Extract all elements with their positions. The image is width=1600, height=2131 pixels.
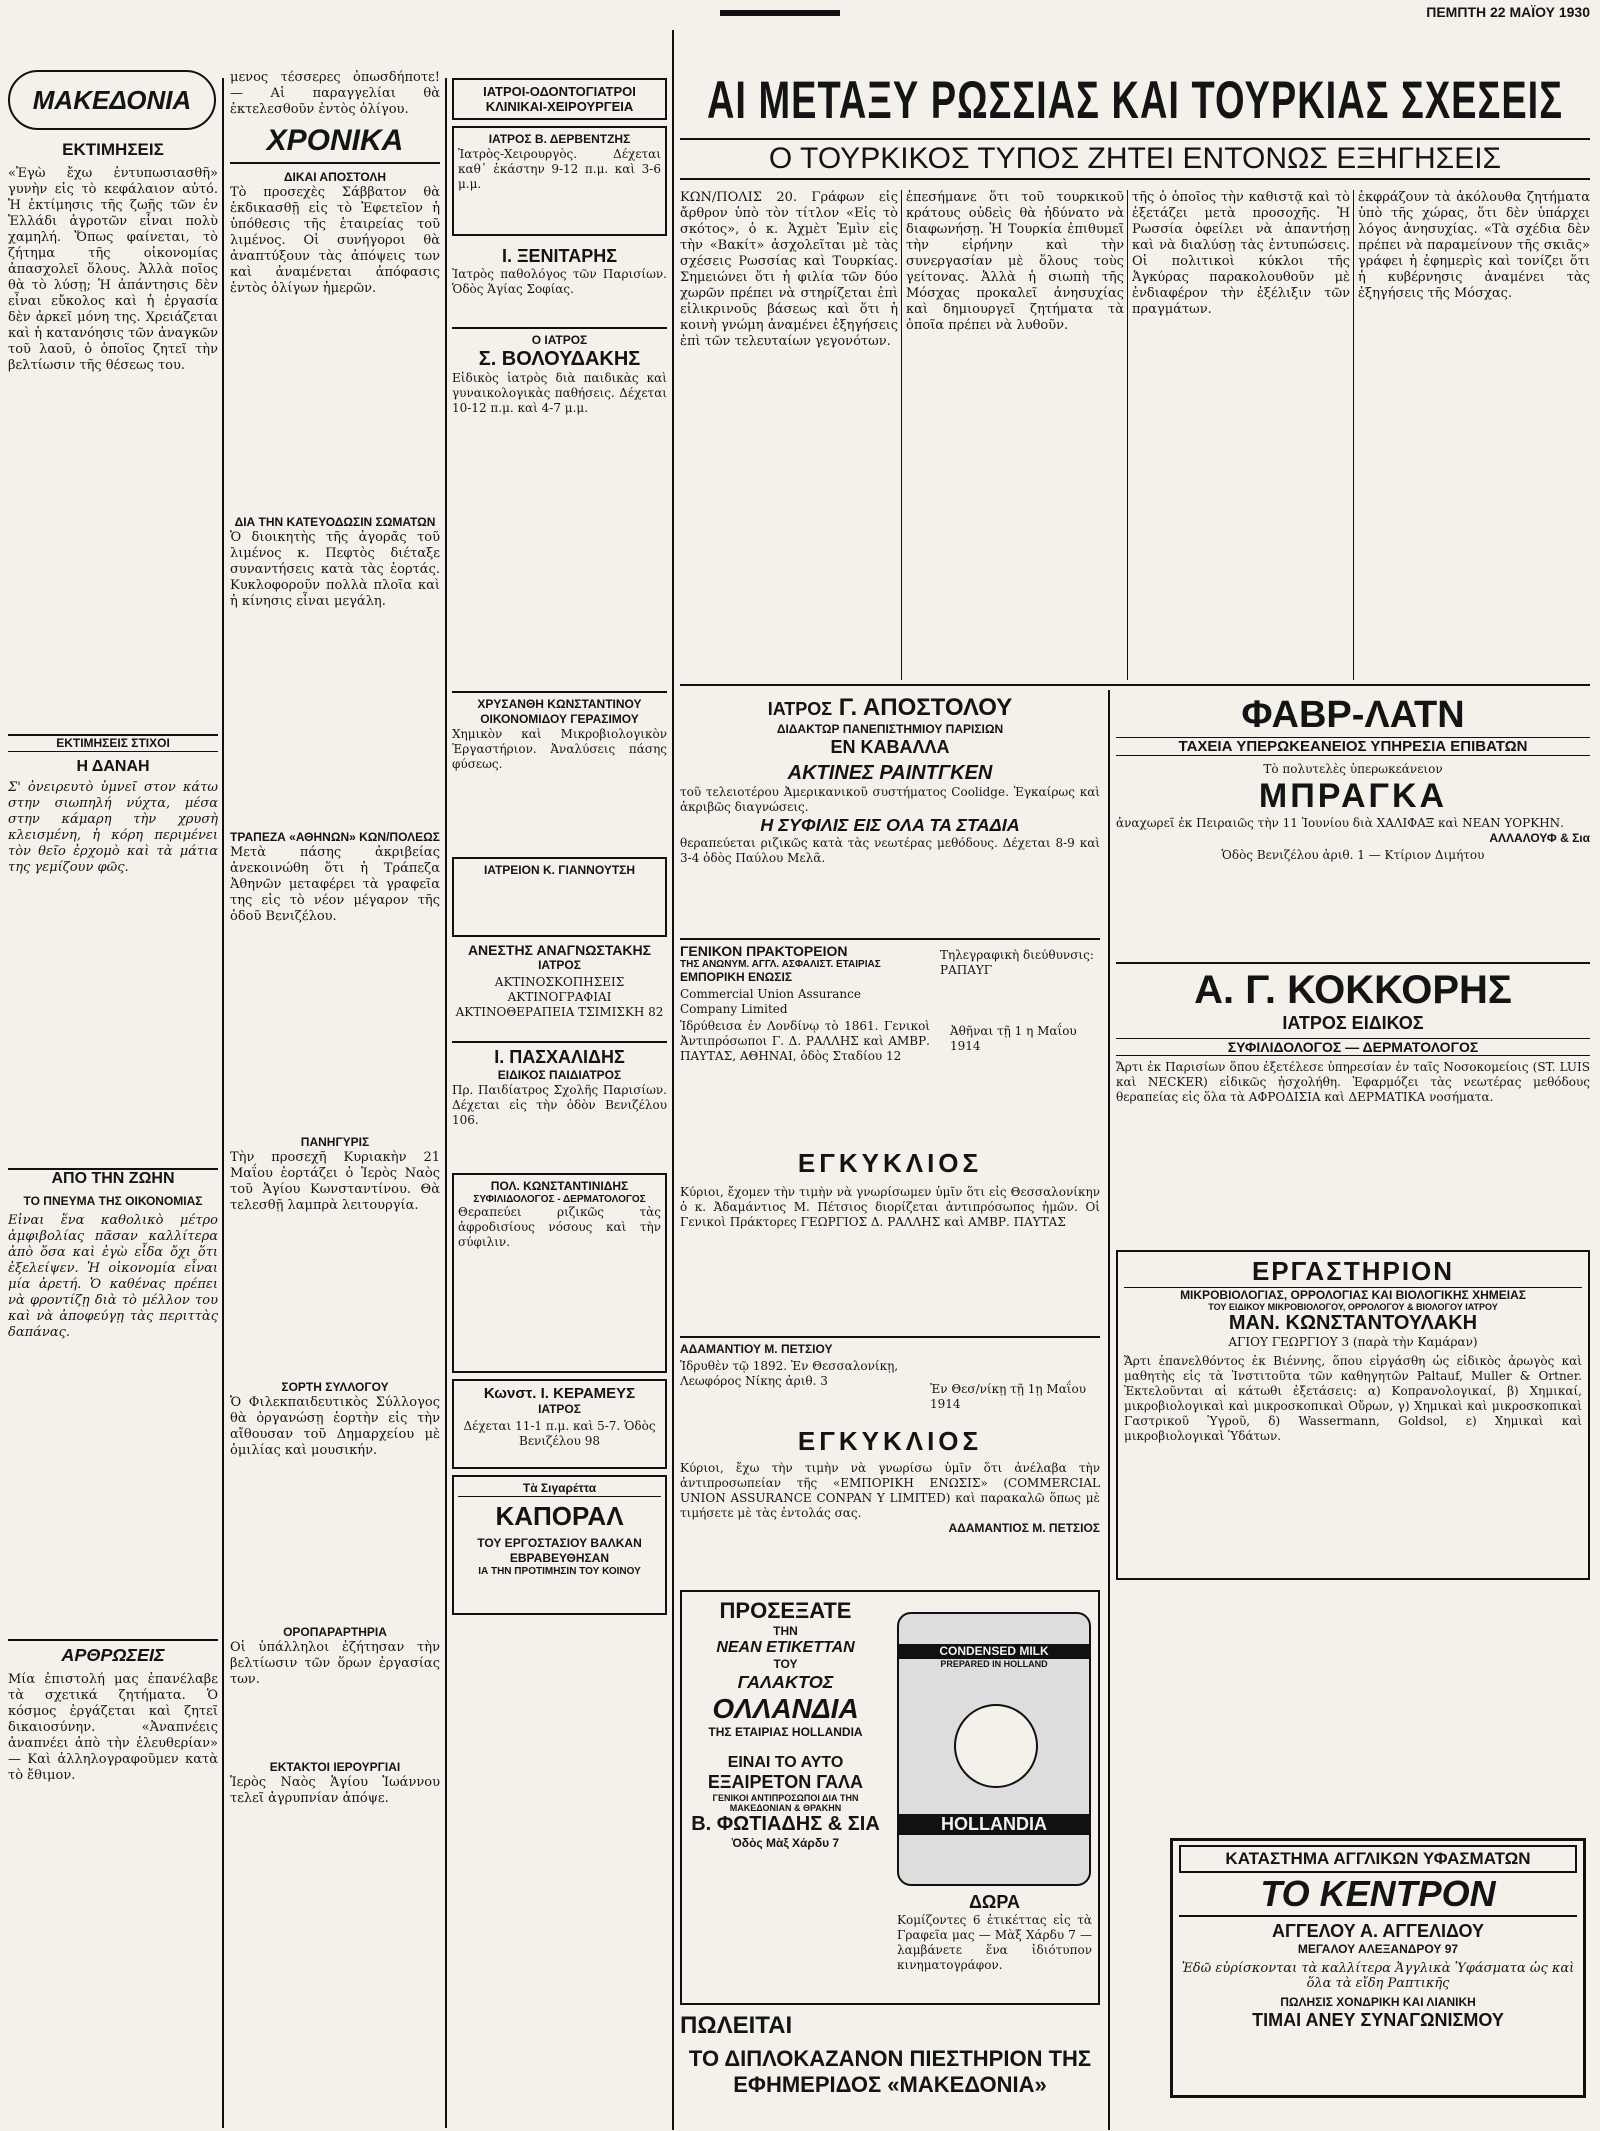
ad-anagnostakis-sub: ΙΑΤΡΟΣ	[538, 958, 581, 972]
main-col-a-text: ΚΩΝ/ΠΟΛΙΣ 20. Γράφων εἰς ἄρθρον ὑπὸ τὸν τίτλον «Εἰς τὸ σκότος», ὁ κ. Ἀχμὲτ Ἐμὶν εἰς τὴν «Βακίτ» ἀσχολεῖται μὲ τὰς σχέσεις Ρωσσίας καὶ Τουρκίας. Σημειώνει ὅτι ἡ φιλία τῶν δύο χωρῶν πρέπει νὰ στηρίζεται ἐπὶ εἰλικρινοῦς βάσεως καὶ ὅτι ἡ κοινὴ γνώμη ἀναμένει ἐξηγήσεις ἐπὶ τῶν τελευταίων γεγονότων.	[680, 190, 898, 349]
shop-line: ΠΩΛΗΣΙΣ ΧΟΝΔΡΙΚΗ ΚΑΙ ΛΙΑΝΙΚΗ	[1280, 1995, 1476, 2009]
favre-ship: ΜΠΡΑΓΚΑ	[1258, 777, 1448, 815]
main-col-rule-2	[1127, 190, 1128, 680]
favre-text1: Τὸ πολυτελὲς ὑπερωκεάνειον	[1263, 762, 1443, 776]
main-col-c-text: τῆς ὁ ὁποῖος τὴν καθιστᾷ καὶ τὸ ἐξετάζει μετὰ προσοχῆς. Ἡ Ρωσσία ὀφείλει νὰ ἀπαντήσῃ καὶ νὰ διαλύσῃ τὰς ἐντυπώσεις. Οἱ πολιτικοὶ κύκλοι τῆς Ἀγκύρας παρακολουθοῦν μὲ ἐνδιαφέρον τὴν ἐξέλιξιν τῶν πραγμάτων.	[1132, 190, 1350, 317]
ad-caporal-sub2: ΕΒΡΑΒΕΥΘΗΣΑΝ	[509, 1551, 610, 1565]
ad-agency-title: ΓΕΝΙΚΟΝ ΠΡΑΚΤΟΡΕΙΟΝ	[680, 944, 848, 959]
ad-agency-name: ΕΜΠΟΡΙΚΗ ΕΝΩΣΙΣ	[680, 970, 793, 984]
ad-agency-sub: ΤΗΣ ΑΝΩΝΥΜ. ΑΓΓΛ. ΑΣΦΑΛΙΣΤ. ΕΤΑΙΡΙΑΣ	[680, 959, 881, 970]
milk-11: Β. ΦΩΤΙΑΔΗΣ & ΣΙΑ	[691, 1813, 880, 1835]
col1-article-3: Μία ἐπιστολή μας ἐπανέλαβε τὰ σχετικά ζητήματα. Ὁ κόσμος ἐργάζεται καὶ ζητεῖ δικαιοσύνην. «Ἀναπνέεις ἀναπνέει ἀπὸ τὴν ἐλευθερίαν» — Καὶ ἀλληλογραφοῦμεν κατὰ τὸ ἔθιμον.	[8, 1672, 218, 1783]
ad-kerameus-text: Δέχεται 11-1 π.μ. καὶ 5-7. Ὁδὸς Βενιζέλου 98	[463, 1419, 656, 1448]
ad-caporal-top: Τὰ Σιγαρέττα	[458, 1481, 661, 1497]
milk-3: ΝΕΑΝ ΕΤΙΚΕΤΤΑΝ	[716, 1639, 855, 1656]
favre-agent: ΑΛΛΑΛΟΥΦ & Σια	[1489, 831, 1590, 845]
ad-hollandia-gifts	[897, 1892, 1092, 1973]
col2-s4: Τὴν προσεχῆ Κυριακὴν 21 Μαΐου ἑορτάζει ὁ Ἱερὸς Ναὸς τοῦ Ἁγίου Κωνσταντίνου. Θὰ τελεσθῇ λαμπρὰ λειτουργία.	[230, 1150, 440, 1213]
right-rule-1	[1116, 962, 1590, 964]
col2-s6-head: ΟΡΟΠΑΡΑΡΤΗΡΙΑ	[283, 1625, 387, 1639]
milk-2: ΤΗΝ	[773, 1624, 798, 1638]
ad-konstantinidis-text: Θεραπεύει ριζικῶς τὰς ἀφροδισίους νόσους καὶ τὴν σύφιλιν.	[458, 1205, 661, 1249]
milk-can-mid: PREPARED IN HOLLAND	[940, 1659, 1048, 1669]
milk-10: ΓΕΝΙΚΟΙ ΑΝΤΙΠΡΟΣΩΠΟΙ ΔΙΑ ΤΗΝ ΜΑΚΕΔΟΝΙΑΝ & ΘΡΑΚΗΝ	[712, 1793, 859, 1813]
favre-sub: ΤΑΧΕΙΑ ΥΠΕΡΩΚΕΑΝΕΙΟΣ ΥΠΗΡΕΣΙΑ ΕΠΙΒΑΤΩΝ	[1116, 737, 1590, 756]
milk-6: ΟΛΛΑΝΔΙΑ	[712, 1693, 859, 1724]
masthead	[8, 70, 216, 130]
ad-apostolou-city: ΕΝ ΚΑΒΑΛΛΑ	[830, 737, 950, 757]
shop-name: ΤΟ ΚΕΝΤΡΟΝ	[1179, 1873, 1577, 1917]
main-col-b	[906, 190, 1124, 680]
col2-s3: Μετὰ πάσης ἀκριβείας ἀνεκοινώθη ὅτι ἡ Τράπεζα Ἀθηνῶν μεταφέρει τὰ γραφεῖα της εἰς τὸ νέον μέγαρον τῆς ὁδοῦ Βενιζέλου.	[230, 845, 440, 924]
favre-text2: ἀναχωρεῖ ἐκ Πειραιῶς τὴν 11 Ἰουνίου διὰ ΧΑΛΙΦΑΞ καὶ ΝΕΑΝ ΥΟΡΚΗΝ.	[1116, 816, 1564, 830]
col1-poem-header: ΕΚΤΙΜΗΣΕΙΣ ΣΤΙΧΟΙ	[8, 734, 218, 752]
kokkoris-name: Α. Γ. ΚΟΚΚΟΡΗΣ	[1194, 968, 1512, 1012]
ad-dervenztis	[452, 126, 667, 236]
lab-sub: ΜΙΚΡΟΒΙΟΛΟΓΙΑΣ, ΟΡΡΟΛΟΓΙΑΣ ΚΑΙ ΒΙΟΛΟΓΙΚΗΣ ΧΗΜΕΙΑΣ	[1180, 1288, 1526, 1302]
kokkoris-spec: ΣΥΦΙΛΙΔΟΛΟΓΟΣ — ΔΕΡΜΑΤΟΛΟΓΟΣ	[1116, 1038, 1590, 1056]
ad-circular-2	[680, 1426, 1100, 1586]
rule-4	[1108, 690, 1110, 2130]
shop-text: Ἐδῶ εὑρίσκονται τὰ καλλίτερα Ἀγγλικὰ Ὑφάσματα ὡς καὶ ὅλα τὰ εἴδη Ραπτικῆς	[1181, 1961, 1575, 1991]
lab-addr: ΑΓΙΟΥ ΓΕΩΡΓΙΟΥ 3 (παρὰ τὴν Καμάραν)	[1228, 1335, 1478, 1349]
shop-title: ΚΑΤΑΣΤΗΜΑ ΑΓΓΛΙΚΩΝ ΥΦΑΣΜΑΤΩΝ	[1179, 1845, 1577, 1873]
ad-voloudakis-text: Εἰδικὸς ἰατρὸς διὰ παιδικὰς καὶ γυναικολογικὰς παθήσεις. Δέχεται 10-12 π.μ. καὶ 4-7 μ.μ.	[452, 371, 667, 415]
top-strip-bar	[720, 10, 840, 16]
ad-apostolou-pre: ΙΑΤΡΟΣ	[767, 699, 833, 719]
ad-kerameus-sub: ΙΑΤΡΟΣ	[538, 1402, 581, 1416]
ad-chrysanthi-sub: ΟΙΚΟΝΟΜΙΔΟΥ ΓΕΡΑΣΙΜΟΥ	[480, 712, 639, 726]
milk-7: ΤΗΣ ΕΤΑΙΡΙΑΣ HOLLANDIA	[708, 1725, 863, 1739]
shop-addr: ΜΕΓΑΛΟΥ ΑΛΕΞΑΝΔΡΟΥ 97	[1297, 1942, 1459, 1956]
ad-circular-1-title: ΕΓΚΥΚΛΙΟΣ	[797, 1148, 983, 1178]
lab-name: ΜΑΝ. ΚΩΝΣΤΑΝΤΟΥΛΑΚΗ	[1228, 1312, 1478, 1334]
col1-article-1: «Ἐγὼ ἔχω ἐντυπωσιασθῆ» γυνὴν εἰς τὸ κεφάλαιον αὐτό. Ἡ ἐκτίμησις τῆς ζωῆς τῶν ἐν Ἑλλάδι ἀγροτῶν εἶναι πολὺ χαμηλή. Ὅπως φαίνεται, τὸ ζήτημα τῆς οἰκονομίας ἀπασχολεῖ ὅλους. Ἀλλὰ ποῖος θὰ τὸ λύσῃ; Ἡ ἀπάντησις δὲν εἶναι εὔκολος καὶ ἡ ἐργασία δὲν ἀρκεῖ μόνη της. Χρειάζεται καὶ ἡ κατανόησις τῶν ἀναγκῶν τοῦ λαοῦ, ὁ ὁποῖος ζητεῖ τὴν βελτίωσιν τῆς θέσεως του.	[8, 166, 218, 373]
col2-s5: Ὁ Φιλεκπαιδευτικὸς Σύλλογος θὰ ὀργανώσῃ ἑορτὴν εἰς τὴν αἴθουσαν τοῦ Δημαρχείου μὲ ὁμιλίας καὶ μουσικήν.	[230, 1395, 440, 1458]
ad-apostolou-title-line	[680, 694, 1100, 722]
milk-can-brand: HOLLANDIA	[899, 1814, 1089, 1835]
gifts-title: ΔΩΡΑ	[968, 1892, 1021, 1912]
milk-5: ΓΑΛΑΚΤΟΣ	[737, 1672, 834, 1692]
col1-section-2-title: ΑΠΟ ΤΗΝ ΖΩΗΝ	[8, 1168, 218, 1188]
col2-s7-head: ΕΚΤΑΚΤΟΙ ΙΕΡΟΥΡΓΙΑΙ	[269, 1760, 401, 1774]
ad-xenitaris-name: Ι. ΞΕΝΙΤΑΡΗΣ	[501, 246, 618, 266]
col1-article-2: Εἶναι ἕνα καθολικὸ μέτρο ἀμφιβολίας πᾶσαν καλλίτερα ἀπὸ ὅσα καὶ ἐγὼ εἶδα ὄχι ὅτι ἐξελείψεν. Ἡ οἰκονομία εἶναι μία ἀρετή. Ὁ καθένας πρέπει νὰ φροντίζῃ διὰ τὸ μέλλον του καὶ νὰ ἀποφεύγῃ τὰς περιττὰς δαπάνας.	[8, 1213, 218, 1340]
ad-konstantinidis-name: ΠΟΛ. ΚΩΝΣΤΑΝΤΙΝΙΔΗΣ	[490, 1179, 629, 1193]
main-col-a	[680, 190, 898, 680]
rule-3	[672, 30, 674, 2130]
ad-circular-2-title: ΕΓΚΥΚΛΙΟΣ	[797, 1426, 983, 1456]
ad-caporal-name: ΚΑΠΟΡΑΛ	[495, 1501, 624, 1531]
ad-circular-2-text: Κύριοι, ἔχω τὴν τιμὴν νὰ γνωρίσω ὑμῖν ὅτι ἀνέλαβα τὴν ἀντιπροσωπείαν τῆς «ΕΜΠΟΡΙΚΗ ΕΝΩΣΙΣ» (COMMERCIAL UNION ASSURANCE CONPAN Y LIMITED) καὶ παρακαλῶ ὅπως μὲ τιμήσετε μὲ τὰς ἐντολάς σας.	[680, 1461, 1100, 1520]
ad-apostolou-name: Γ. ΑΠΟΣΤΟΛΟΥ	[838, 694, 1013, 721]
ad-anagnostakis-name: ΑΝΕΣΤΗΣ ΑΝΑΓΝΩΣΤΑΚΗΣ	[467, 942, 652, 958]
ad-petsios	[680, 1342, 1100, 1422]
ad-konstantinidis	[452, 1173, 667, 1373]
ad-kerameus-name: Κωνστ. Ι. ΚΕΡΑΜΕΥΣ	[483, 1385, 636, 1402]
column-3	[452, 78, 667, 2128]
ad-dervenztis-text: Ἰατρὸς-Χειρουργὸς. Δέχεται καθ᾽ ἑκάστην 9-12 π.μ. καὶ 3-6 μ.μ.	[458, 147, 661, 191]
col2-s1: Τὸ προσεχὲς Σάββατον θὰ ἐκδικασθῇ εἰς τὸ Ἐφετεῖον ἡ ὑπόθεσις τῆς ἑταιρείας τοῦ λιμένος. Οἱ συνήγοροι θὰ ἀναπτύξουν τὰς ἀπόψεις των καὶ ἀναμένεται ἀπόφασις ἐντὸς ὀλίγων ἡμερῶν.	[230, 185, 440, 296]
col2-s2-head: ΔΙΑ ΤΗΝ ΚΑΤΕΥΟΔΩΣΙΝ ΣΩΜΑΤΩΝ	[234, 515, 436, 529]
col2-title: ΧΡΟΝΙΚΑ	[230, 124, 440, 164]
milk-12: Ὁδὸς Μὰξ Χάρδυ 7	[731, 1836, 840, 1850]
rule-1	[222, 78, 224, 2128]
ad-petsios-title: ΑΔΑΜΑΝΤΙΟΥ Μ. ΠΕΤΣΙΟΥ	[680, 1342, 833, 1356]
ad-apostolou-line2: Η ΣΥΦΙΛΙΣ ΕΙΣ ΟΛΑ ΤΑ ΣΤΑΔΙΑ	[760, 815, 1020, 835]
ad-paschalidis-name: Ι. ΠΑΣΧΑΛΙΔΗΣ	[452, 1041, 667, 1068]
ad-agency	[680, 944, 1100, 1144]
ad-anagnostakis-text: ΑΚΤΙΝΟΣΚΟΠΗΣΕΙΣ ΑΚΤΙΝΟΓΡΑΦΙΑΙ ΑΚΤΙΝΟΘΕΡΑΠΕΙΑ ΤΣΙΜΙΣΚΗ 82	[455, 975, 664, 1019]
col1-section-2-sub: ΤΟ ΠΝΕΥΜΑ ΤΗΣ ΟΙΚΟΝΟΜΙΑΣ	[23, 1194, 203, 1208]
ad-caporal	[452, 1475, 667, 1615]
ad-agency-text: Ἱδρύθεισα ἐν Λονδίνῳ τὸ 1861. Γενικοὶ Ἀντιπρόσωποι Γ. Δ. ΡΑΛΛΗΣ καὶ ΑΜΒΡ. ΠΑΥΤΑΣ, ΑΘΗΝΑΙ, ὁδὸς Σταδίου 12	[680, 1019, 930, 1063]
col2-s4-head: ΠΑΝΗΓΥΡΙΣ	[300, 1135, 370, 1149]
ad-konstantinidis-sub: ΣΥΦΙΛΙΔΟΛΟΓΟΣ - ΔΕΡΜΑΤΟΛΟΓΟΣ	[473, 1194, 646, 1205]
milk-9: ΕΞΑΙΡΕΤΟΝ ΓΑΛΑ	[707, 1772, 864, 1792]
ad-voloudakis-pre: Ο ΙΑΤΡΟΣ	[452, 327, 667, 348]
col2-s1-head: ΔΙΚΑΙ ΑΠΟΣΤΟΛΗ	[283, 170, 387, 184]
milk-8: ΕΙΝΑΙ ΤΟ ΑΥΤΟ	[727, 1754, 844, 1771]
column-1	[8, 70, 218, 2130]
rule-2	[445, 78, 447, 2128]
col1-section-title: ΕΚΤΙΜΗΣΕΙΣ	[62, 140, 164, 159]
col2-s6: Οἱ ὑπάλληλοι ἐζήτησαν τὴν βελτίωσιν τῶν ὅρων ἐργασίας των.	[230, 1640, 440, 1687]
ad-hollandia	[680, 1590, 1100, 2005]
ad-petsios-text: Ἱδρυθὲν τῷ 1892. Ἐν Θεσσαλονίκῃ, Λεωφόρος Νίκης ἀριθ. 3	[680, 1359, 899, 1388]
ad-kokkoris	[1116, 968, 1590, 1246]
col1-section-3-title: ΑΡΘΡΩΣΕΙΣ	[8, 1639, 218, 1666]
shop-line2: ΤΙΜΑΙ ΑΝΕΥ ΣΥΝΑΓΩΝΙΣΜΟΥ	[1252, 2010, 1504, 2030]
ad-agency-en: Commercial Union Assurance Company Limited	[680, 987, 861, 1016]
main-col-b-text: ἐπεσήμανε ὅτι τοῦ τουρκικοῦ κράτους οὐδεὶς θὰ ἠδύνατο νὰ διαφωνήσῃ. Ἡ Τουρκία ἐπιθυμεῖ τὴν εἰρήνην καὶ τὴν συνεργασίαν μὲ ὅλους τοὺς γείτονας. Ἀλλὰ ἡ σιωπὴ τῆς Μόσχας προκαλεῖ ἀνησυχίας καὶ δημιουργεῖ ζητήματα τὰ ὁποῖα πρέπει νὰ λυθοῦν.	[906, 190, 1124, 333]
column-2	[230, 70, 440, 2130]
main-bottom-rule	[680, 684, 1590, 686]
main-col-d-text: ἐκφράζουν τὰ ἀκόλουθα ζητήματα ὑπὸ τῆς χώρας, ὅτι δὲν ὑπάρχει λόγος ἀνησυχίας. «Τὰ σχέδια δὲν πρέπει νὰ παραμείνουν τῆς σκιᾶς» γράφει ἡ ἐφημερὶς καὶ τονίζει ὅτι ἡ κυβέρνησις ἀναμένει τὰς ἐξηγήσεις τῆς Μόσχας.	[1358, 190, 1590, 301]
ad-agency-date: Ἀθῆναι τῇ 1 η Μαΐου 1914	[950, 1024, 1077, 1053]
col2-s2: Ὁ διοικητὴς τῆς ἀγορᾶς τοῦ λιμένος κ. Πεφτὸς διέταξε συναντήσεις κατὰ τὰς ἑορτάς. Κυκλοφοροῦν πολλὰ πλοῖα καὶ ἡ κίνησις εἶναι μεγάλη.	[230, 530, 440, 609]
milk-can	[897, 1612, 1091, 1886]
kokkoris-sub: ΙΑΤΡΟΣ ΕΙΔΙΚΟΣ	[1282, 1013, 1424, 1033]
main-col-rule-3	[1353, 190, 1354, 680]
ad-hollandia-left	[688, 1598, 883, 1851]
ad-chrysanthi-text: Χημικὸν καὶ Μικροβιολογικὸν Ἐργαστήριον. Ἀναλύσεις πάσης φύσεως.	[452, 727, 667, 771]
ad-favre	[1116, 694, 1590, 959]
ad-apostolou-line1: ΑΚΤΙΝΕΣ ΡΑΙΝΤΓΚΕΝ	[787, 762, 993, 784]
ad-apostolou-sub: ΔΙΔΑΚΤΩΡ ΠΑΝΕΠΙΣΤΗΜΙΟΥ ΠΑΡΙΣΙΩΝ	[776, 722, 1004, 736]
main-subheadline: Ο ΤΟΥΡΚΙΚΟΣ ΤΥΠΟΣ ΖΗΤΕΙ ΕΝΤΟΝΩΣ ΕΞΗΓΗΣΕΙΣ	[680, 138, 1590, 180]
ad-lab	[1116, 1250, 1590, 1580]
ad-apostolou-text1: τοῦ τελειοτέρου Ἀμερικανικοῦ συστήματος Coolidge. Ἐγκαίρως καὶ ἀκριβῶς διαγνώσεις.	[680, 785, 1100, 814]
col2-intro: μενος τέσσερες ὁπωσδήποτε! — Αἱ παραγγελίαι θὰ ἐκτελεσθοῦν ἐντὸς ὀλίγου.	[230, 70, 440, 117]
ad-petsios-date: Ἐν Θεσ/νίκῃ τῇ 1ῃ Μαΐου 1914	[930, 1382, 1087, 1411]
milk-1: ΠΡΟΣΕΞΑΤΕ	[719, 1598, 852, 1623]
mid-rule-1	[680, 938, 1100, 940]
mid-rule-2	[680, 1336, 1100, 1338]
ad-voloudakis-name: Σ. ΒΟΛΟΥΔΑΚΗΣ	[478, 348, 641, 370]
ad-shop	[1170, 1838, 1586, 2098]
ad-apostolou	[680, 694, 1100, 934]
ad-kerameus	[452, 1379, 667, 1469]
lab-sub2: ΤΟΥ ΕΙΔΙΚΟΥ ΜΙΚΡΟΒΙΟΛΟΓΟΥ, ΟΡΡΟΛΟΓΟΥ & ΒΙΟΛΟΓΟΥ ΙΑΤΡΟΥ	[1208, 1302, 1498, 1312]
main-col-c	[1132, 190, 1350, 680]
ad-chrysanthi-name: ΧΡΥΣΑΝΘΗ ΚΩΝΣΤΑΝΤΙΝΟΥ	[452, 691, 667, 712]
top-strip-date: ΠΕΜΠΤΗ 22 ΜΑΪΟΥ 1930	[1426, 4, 1590, 20]
ad-doctors-header: ΙΑΤΡΟΙ-ΟΔΟΝΤΟΓΙΑΤΡΟΙ ΚΛΙΝΙΚΑΙ-ΧΕΙΡΟΥΡΓΕΙΑ	[452, 78, 667, 120]
sale-title: ΠΩΛΕΙΤΑΙ	[680, 2012, 793, 2039]
milk-can-cow-icon	[954, 1704, 1038, 1788]
ad-agency-tel: Τηλεγραφικὴ διεύθυνσις: ΡΑΠΑΥΓ	[940, 948, 1094, 977]
ad-dervenztis-name: ΙΑΤΡΟΣ Β. ΔΕΡΒΕΝΤΖΗΣ	[488, 132, 631, 146]
ad-paschalidis-sub: ΕΙΔΙΚΟΣ ΠΑΙΔΙΑΤΡΟΣ	[497, 1068, 622, 1082]
lab-title: ΕΡΓΑΣΤΗΡΙΟΝ	[1124, 1256, 1582, 1288]
main-col-rule-1	[901, 190, 902, 680]
col1-poem: Σ' ὀνειρευτὸ ὑμνεῖ στον κάτω στην σιωπηλή νύχτα, μέσα στην κάμαρη τὴν χρυσὴ κλεισμένη, ἡ κόρη περιμένει τὸν θεῖο ἐρχομὸ καὶ τὰ μάτια της γεμίζουν φῶς.	[8, 780, 218, 875]
ad-apostolou-text2: θεραπεύεται ριζικῶς κατὰ τὰς νεωτέρας μεθόδους. Δέχεται 8-9 καὶ 3-4 ὁδὸς Παύλου Μελᾶ.	[680, 836, 1100, 865]
col2-s5-head: ΣΟΡΤΗ ΣΥΛΛΟΓΟΥ	[281, 1380, 389, 1394]
ad-xenitaris-text: Ἰατρὸς παθολόγος τῶν Παρισίων. Ὁδὸς Ἁγίας Σοφίας.	[452, 267, 667, 296]
ad-circular-1-text: Κύριοι, ἔχομεν τὴν τιμὴν νὰ γνωρίσωμεν ὑμῖν ὅτι εἰς Θεσσαλονίκην ὁ κ. Ἀδαμάντιος Μ. Πέτσιος διορίζεται ἀντιπρόσωπος ἡμῶν. Οἱ Γενικοὶ Πράκτορες ΓΕΩΡΓΙΟΣ Δ. ΡΑΛΛΗΣ καὶ ΑΜΒΡ. ΠΑΥΤΑΣ	[680, 1185, 1100, 1229]
main-headline: ΑΙ ΜΕΤΑΞΥ ΡΩΣΣΙΑΣ ΚΑΙ ΤΟΥΡΚΙΑΣ ΣΧΕΣΕΙΣ	[706, 72, 1564, 131]
ad-giannoutsi-name: ΙΑΤΡΕΙΟΝ Κ. ΓΙΑΝΝΟΥΤΣΗ	[483, 863, 636, 877]
sale-text: ΤΟ ΔΙΠΛΟΚΑΖΑΝΟΝ ΠΙΕΣΤΗΡΙΟΝ ΤΗΣ ΕΦΗΜΕΡΙΔΟΣ «ΜΑΚΕΔΟΝΙΑ»	[688, 2046, 1092, 2097]
main-col-d	[1358, 190, 1590, 680]
col2-s7: Ἱερὸς Ναὸς Ἁγίου Ἰωάννου τελεῖ ἀγρυπνίαν ἀπόψε.	[230, 1775, 440, 1806]
ad-circular-2-sign: ΑΔΑΜΑΝΤΙΟΣ Μ. ΠΕΤΣΙΟΣ	[948, 1521, 1100, 1535]
ad-paschalidis-text: Πρ. Παιδίατρος Σχολῆς Παρισίων. Δέχεται εἰς τὴν ὁδὸν Βενιζέλου 106.	[452, 1083, 667, 1127]
favre-title: ΦΑΒΡ-ΛΑΤΝ	[1241, 694, 1465, 736]
col1-poem-title: Η ΔΑΝΑΗ	[76, 758, 150, 775]
ad-caporal-sub: ΤΟΥ ΕΡΓΟΣΤΑΣΙΟΥ ΒΑΛΚΑΝ	[477, 1536, 642, 1550]
milk-can-top: CONDENSED MILK	[899, 1644, 1089, 1659]
ad-circular-1	[680, 1148, 1100, 1333]
lab-text: Ἄρτι ἐπανελθόντος ἐκ Βιέννης, ὅπου εἰργάσθη ὡς εἰδικὸς ἀρωγὸς καὶ μαθητὴς εἰς τὰ Ἰνστιτοῦτα τῶν καθηγητῶν Paltauf, Muller & Ortner. Ἐκτελοῦνται αἱ κάτωθι ἐξετάσεις: α) Κοπρανολογικαί, β) Χημικαί, μικροβιολογικαὶ καὶ μικροσκοπικαὶ Οὔρων, γ) Χημικαὶ καὶ μικροσκοπικαὶ Γαστρικοῦ Ὑγροῦ, δ) Wassermann, Goldsol, ε) Χημικαὶ καὶ μικροβιολογικαὶ Ὑδάτων.	[1124, 1354, 1582, 1443]
shop-owner: ΑΓΓΕΛΟΥ Α. ΑΓΓΕΛΙΔΟΥ	[1272, 1921, 1484, 1941]
gifts-text: Κομίζοντες 6 ἐτικέττας εἰς τὰ Γραφεῖα μας — Μὰξ Χάρδυ 7 — λαμβάνετε ἕνα ἰδιότυπον κινηματογράφον.	[897, 1913, 1092, 1972]
ad-giannoutsi	[452, 857, 667, 937]
top-strip	[720, 4, 1590, 22]
ad-caporal-sub3: ΙΑ ΤΗΝ ΠΡΟΤΙΜΗΣΙΝ ΤΟΥ ΚΟΙΝΟΥ	[478, 1566, 641, 1577]
favre-addr: Ὁδὸς Βενιζέλου ἀριθ. 1 — Κτίριον Διμήτου	[1221, 848, 1485, 862]
col2-s3-head: ΤΡΑΠΕΖΑ «ΑΘΗΝΩΝ» ΚΩΝ/ΠΟΛΕΩΣ	[230, 830, 440, 844]
milk-4: ΤΟΥ	[773, 1657, 798, 1671]
kokkoris-text: Ἄρτι ἐκ Παρισίων ὅπου ἐξετέλεσε ὑπηρεσίαν ἐν ταῖς Νοσοκομείοις (ST. LUIS καὶ NECKER) εἰδικῶς ἠσχολήθη. Ἐφαρμόζει τὰς νεωτέρας μεθόδους θεραπείας εἰς ὅλα τὰ ΑΦΡΟΔΙΣΙΑ καὶ ΔΕΡΜΑΤΙΚΑ νοσήματα.	[1116, 1060, 1590, 1104]
masthead-text: ΜΑΚΕΔΟΝΙΑ	[32, 85, 192, 115]
